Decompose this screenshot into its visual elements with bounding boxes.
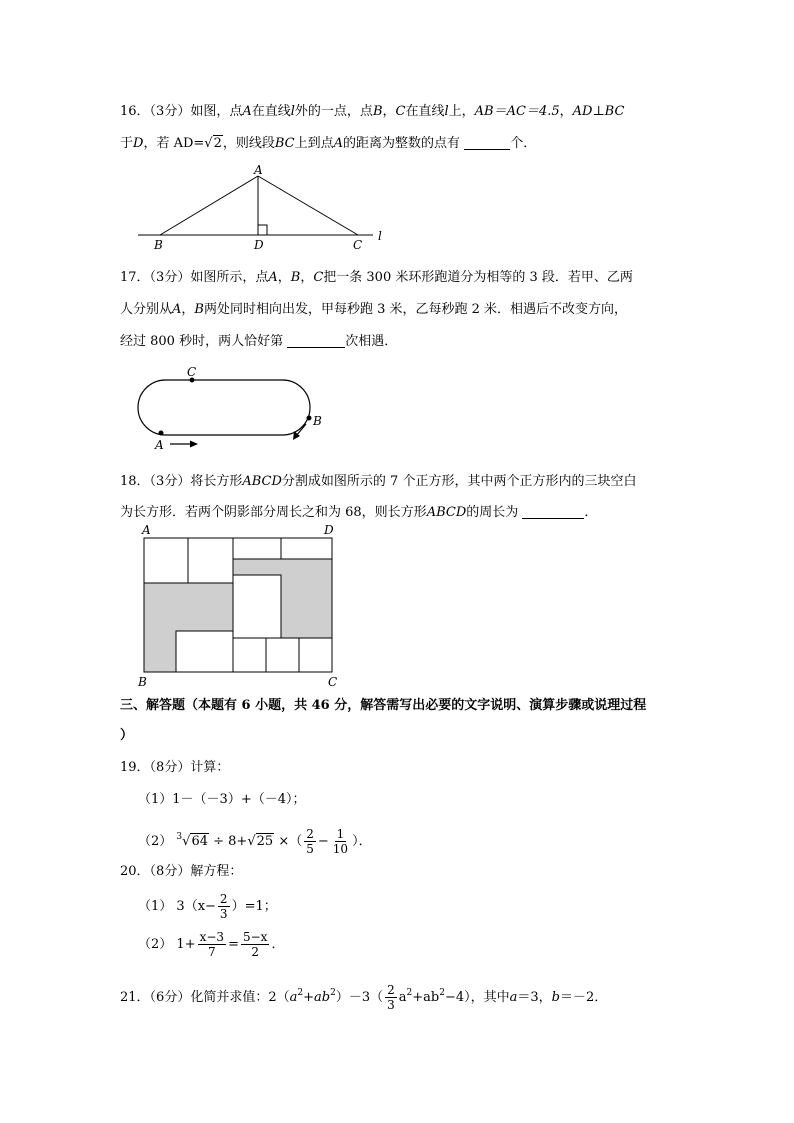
q19-text: ÷ 8+: [213, 834, 248, 849]
fraction-2-5: [304, 827, 316, 856]
denominator: 3: [219, 907, 228, 921]
numerator: 2: [219, 892, 228, 906]
exponent: 2: [439, 988, 445, 998]
label-D: D: [324, 523, 334, 537]
var-a: a: [289, 990, 298, 1005]
numerator: 5−x: [242, 930, 268, 944]
radical-sign: √: [182, 834, 191, 849]
var-B: B: [372, 104, 383, 119]
label-D: D: [254, 238, 264, 252]
q18-rectangle-figure: [136, 522, 346, 690]
q20-number: 20．: [120, 864, 150, 879]
numerator: x−3: [199, 930, 225, 944]
exponent: 2: [406, 988, 413, 998]
section-3-heading: 三、解答题（本题有 6 小题，共 46 分，解答需写出必要的文字说明、演算步骤或说理过程: [120, 698, 647, 713]
q16-number: 16．: [120, 104, 150, 119]
sqrt-25: [247, 834, 274, 849]
q16-ab-ac: AB＝AC＝4.5: [474, 104, 560, 119]
q17-line3: [120, 332, 397, 352]
q16-text: 个．: [510, 136, 537, 151]
square-small-3: [299, 638, 332, 672]
q20-part1: [138, 892, 277, 922]
arrowhead-A: [190, 441, 198, 448]
q16-text: ，则线段: [222, 136, 275, 151]
q17-text: ，: [181, 302, 195, 317]
label-A: A: [142, 523, 151, 537]
denominator: 2: [251, 945, 260, 959]
label-l: l: [378, 229, 382, 243]
q16-text: 于: [120, 136, 134, 151]
var-BC: BC: [274, 136, 295, 151]
sqrt-2: [204, 136, 223, 151]
cube-root-64: [176, 834, 209, 849]
q17-track-figure: [130, 362, 330, 452]
part-label: （2）: [138, 834, 173, 849]
part-label: （1）: [138, 899, 173, 914]
q16-score: （3分）: [149, 104, 191, 119]
q18-text: 的周长为: [466, 505, 519, 520]
square-bottom: [176, 631, 233, 672]
q17-line2: [120, 300, 627, 320]
label-B: B: [154, 238, 163, 252]
q19-title: [120, 758, 229, 778]
point-B: [307, 416, 312, 421]
fraction-1-10: [331, 827, 350, 856]
q20-text: 3（x−: [176, 899, 216, 914]
q21-text: a: [398, 990, 407, 1005]
q17-text: 把一条 300 米环形跑道分为相等的 3 段．若甲、乙两: [323, 270, 633, 285]
q20-text: ）=1；: [231, 899, 277, 914]
q17-number: 17．: [120, 270, 150, 285]
segment-AB: [160, 176, 258, 235]
q17-text: ，: [277, 270, 291, 285]
q19-part1: （1）1－（－3）+（－4）；: [138, 792, 306, 807]
denominator: 3: [387, 998, 395, 1012]
var-A: A: [333, 136, 344, 151]
q21-text: ＝－2．: [559, 990, 608, 1005]
label-A: A: [155, 438, 164, 452]
point-A: [159, 431, 164, 436]
q17-text: 经过 800 秒时，两人恰好第: [120, 334, 284, 349]
q18-line2: [120, 503, 597, 523]
q18-text: 将长方形: [190, 474, 243, 489]
exponent: 2: [330, 988, 336, 998]
q16-text: 在直线: [405, 104, 445, 119]
q16-text: ，若 AD=: [143, 136, 205, 151]
q18-score: （3分）: [149, 474, 191, 489]
q21-term-ab: +ab: [303, 990, 331, 1005]
var-A: A: [172, 302, 182, 317]
q17-text: 两处同时相向出发，甲每秒跑 3 米，乙每秒跑 2 米．相遇后不改变方向，: [203, 302, 628, 317]
q16-line1: [120, 102, 624, 122]
blank-rect-middle: [233, 575, 281, 638]
q19-text: 计算：: [190, 760, 230, 775]
q19-text: ×（: [278, 834, 303, 849]
var-B: B: [194, 302, 204, 317]
root-index: 3: [176, 832, 183, 842]
q20-score: （8分）: [149, 864, 191, 879]
label-C: C: [328, 675, 338, 689]
fraction-x-3-over-7: [198, 930, 226, 959]
q21-text: ＝3，: [517, 990, 552, 1005]
denominator: 7: [208, 945, 216, 959]
fraction-5-x-over-2: [241, 930, 269, 959]
q18-text: 为长方形．若两个阴影部分周长之和为 68，则长方形: [120, 505, 427, 520]
fraction-2-3: [218, 892, 230, 921]
q16-line2: [120, 134, 536, 154]
q16-triangle-figure: [130, 162, 390, 254]
square-top-left-1: [144, 538, 188, 583]
label-C: C: [353, 238, 363, 252]
q19-score: （8分）: [149, 760, 191, 775]
q19-text: ）．: [352, 834, 372, 849]
q21-line: [120, 978, 607, 1013]
q17-text: 人分别从: [120, 302, 173, 317]
q20-text: 1+: [176, 937, 196, 952]
q19-part2: [138, 822, 372, 857]
var-A: A: [268, 270, 278, 285]
q18-number: 18．: [120, 474, 150, 489]
right-angle-mark: [258, 225, 267, 235]
var-l: l: [444, 104, 449, 119]
running-track: [138, 380, 310, 435]
square-small-1: [233, 638, 266, 672]
q21-text: 化简并求值：2（: [190, 990, 290, 1005]
answer-blank-q17[interactable]: [287, 333, 345, 348]
numerator: 2: [306, 827, 314, 841]
var-b: b: [551, 990, 560, 1005]
q16-text: 外的一点，点: [294, 104, 373, 119]
q16-ad-bc: AD⊥BC: [572, 104, 625, 119]
q20-part2: [138, 930, 284, 960]
q20-title: [120, 862, 242, 882]
var-A: A: [242, 104, 252, 119]
q16-text: 如图，点: [190, 104, 243, 119]
q21-text: −4），其中: [444, 990, 510, 1005]
q21-number: 21．: [120, 990, 150, 1005]
section-3-heading-cont: ）: [120, 728, 134, 743]
q16-text: 的距离为整数的点有: [343, 136, 461, 151]
var-ABCD: ABCD: [242, 474, 282, 489]
q18-text: ．: [584, 505, 598, 520]
radical-sign: √: [204, 136, 213, 151]
q19-number: 19．: [120, 760, 150, 775]
q17-score: （3分）: [149, 270, 191, 285]
denominator: 10: [332, 842, 349, 856]
q18-line1: [120, 472, 636, 492]
q18-text: 分割成如图所示的 7 个正方形，其中两个正方形内的三块空白: [281, 474, 637, 489]
q21-text: +ab: [412, 990, 440, 1005]
var-C: C: [395, 104, 406, 119]
label-B: B: [138, 675, 147, 689]
q17-text: 次相遇．: [345, 334, 398, 349]
answer-blank-q18[interactable]: [522, 504, 584, 519]
var-C: C: [313, 270, 324, 285]
label-A: A: [254, 163, 263, 177]
q20-text: 解方程：: [190, 864, 243, 879]
square-top-left-2: [188, 538, 233, 583]
label-C: C: [187, 365, 197, 379]
radicand: 25: [256, 834, 274, 849]
fraction-2-3: [385, 983, 397, 1012]
q20-text: ．: [271, 937, 285, 952]
blank-rect-top: [233, 538, 281, 559]
q16-text: 在直线: [251, 104, 291, 119]
radicand: 2: [213, 136, 222, 151]
answer-blank-q16[interactable]: [464, 135, 510, 150]
q17-text: ，: [300, 270, 314, 285]
equals-sign: =: [228, 937, 239, 952]
radicand: 64: [191, 834, 208, 849]
q21-text: ）－3（: [335, 990, 384, 1005]
var-D: D: [133, 136, 144, 151]
q21-score: （6分）: [149, 990, 191, 1005]
var-B: B: [290, 270, 301, 285]
segment-AC: [258, 176, 358, 235]
radical-sign: √: [247, 834, 256, 849]
part-label: （2）: [138, 937, 173, 952]
q16-text: ，: [382, 104, 396, 119]
minus-sign: −: [317, 834, 329, 849]
numerator: 1: [336, 827, 345, 841]
q16-text: ，: [559, 104, 573, 119]
denominator: 5: [306, 842, 314, 856]
q17-line1: [120, 268, 633, 288]
var-a: a: [509, 990, 518, 1005]
label-B: B: [313, 414, 322, 428]
q17-text: 如图所示，点: [190, 270, 269, 285]
q16-text: 上，: [448, 104, 475, 119]
square-small-2: [266, 638, 299, 672]
q16-text: 上到点: [294, 136, 334, 151]
var-ABCD: ABCD: [426, 505, 467, 520]
var-l: l: [290, 104, 295, 119]
numerator: 2: [387, 983, 395, 997]
exponent: 2: [297, 988, 304, 998]
